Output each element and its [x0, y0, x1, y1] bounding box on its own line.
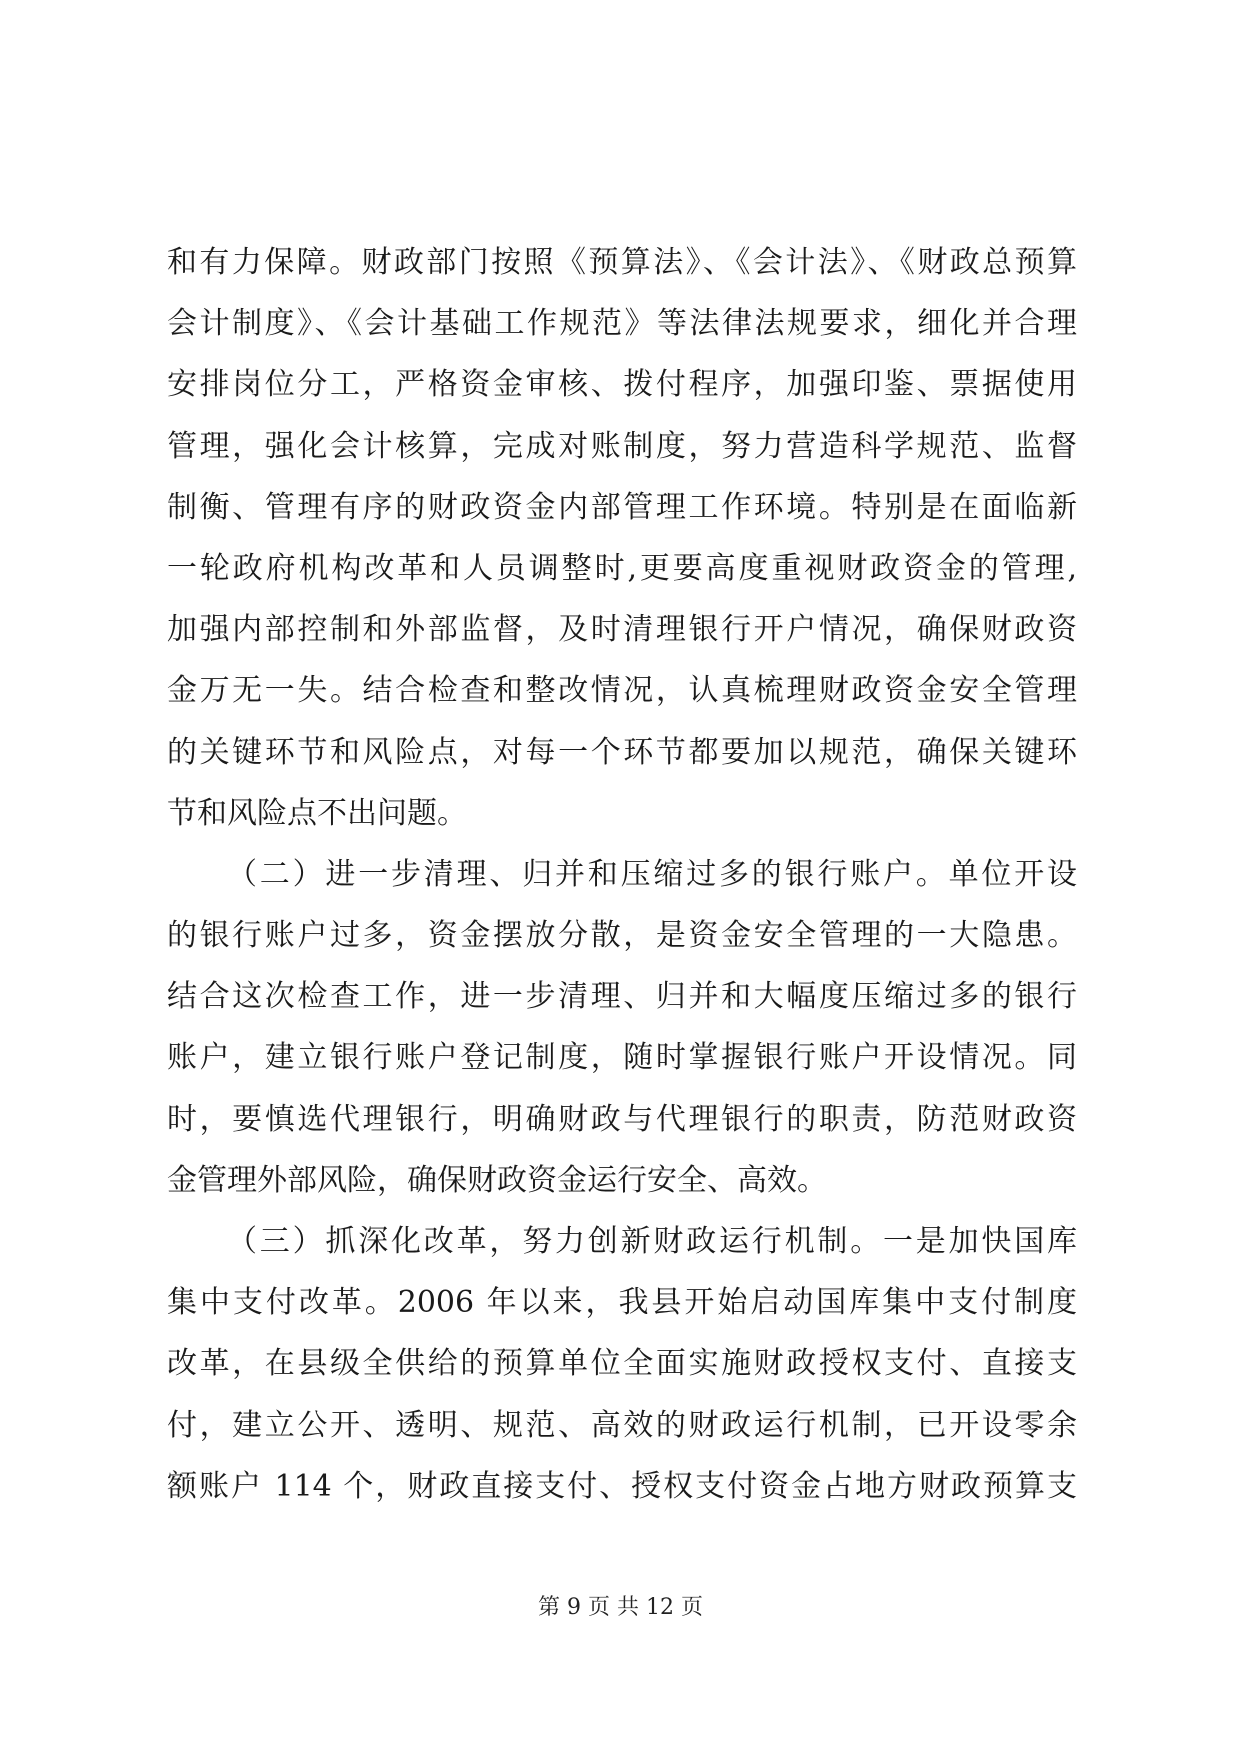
text-line: （二）进一步清理、归并和压缩过多的银行账户。单位开设	[227, 856, 1077, 892]
text-line: 和有力保障。财政部门按照《预算法》、《会计法》、《财政总预算	[167, 245, 1077, 280]
text-line: 制衡、管理有序的财政资金内部管理工作环境。特别是在面临新	[167, 489, 1077, 525]
text-line: 账户，建立银行账户登记制度，随时掌握银行账户开设情况。同	[167, 1040, 1077, 1076]
text-line: 结合这次检查工作，进一步清理、归并和大幅度压缩过多的银行	[167, 979, 1077, 1015]
text-line: 一轮政府机构改革和人员调整时,更要高度重视财政资金的管理,	[167, 550, 1077, 586]
text-line: 金管理外部风险，确保财政资金运行安全、高效。	[167, 1162, 827, 1198]
text-line: 管理，强化会计核算，完成对账制度，努力营造科学规范、监督	[167, 428, 1077, 464]
text-line: 金万无一失。结合检查和整改情况，认真梳理财政资金安全管理	[167, 673, 1077, 709]
text-line: 会计制度》、《会计基础工作规范》等法律法规要求，细化并合理	[167, 306, 1077, 342]
text-line: 加强内部控制和外部监督，及时清理银行开户情况，确保财政资	[167, 612, 1077, 648]
text-line: 的关键环节和风险点，对每一个环节都要加以规范，确保关键环	[167, 734, 1077, 770]
paragraph-2	[167, 844, 1077, 1211]
paragraph-3	[167, 1211, 1077, 1517]
text-line: 安排岗位分工，严格资金审核、拨付程序，加强印鉴、票据使用	[167, 367, 1077, 403]
text-line: 额账户 114 个，财政直接支付、授权支付资金占地方财政预算支	[167, 1468, 1077, 1504]
document-body	[167, 232, 1077, 1517]
text-line: 节和风险点不出问题。	[167, 795, 467, 831]
text-line: 改革，在县级全供给的预算单位全面实施财政授权支付、直接支	[167, 1346, 1077, 1382]
text-line: （三）抓深化改革，努力创新财政运行机制。一是加快国库	[227, 1224, 1077, 1259]
text-line: 付，建立公开、透明、规范、高效的财政运行机制，已开设零余	[167, 1407, 1077, 1443]
paragraph-1	[167, 232, 1077, 844]
page-number-footer: 第 9 页 共 12 页	[538, 1595, 703, 1620]
text-line: 的银行账户过多，资金摆放分散，是资金安全管理的一大隐患。	[167, 918, 1077, 954]
text-line: 时，要慎选代理银行，明确财政与代理银行的职责，防范财政资	[167, 1101, 1077, 1137]
text-line: 集中支付改革。2006 年以来，我县开始启动国库集中支付制度	[167, 1285, 1077, 1321]
